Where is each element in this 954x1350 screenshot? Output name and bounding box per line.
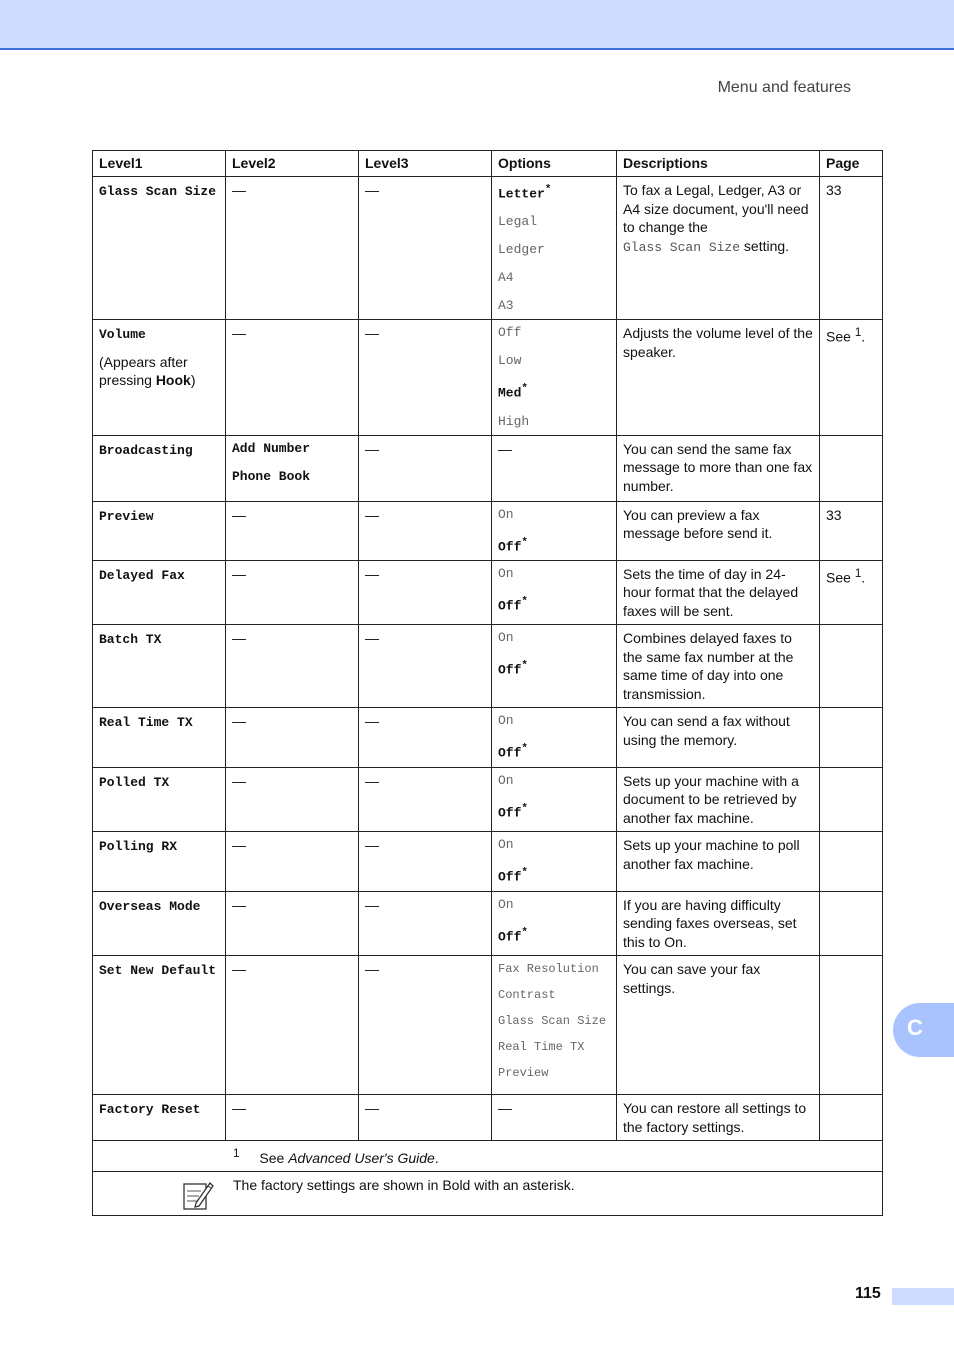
level3-empty: — xyxy=(359,625,492,708)
option-item: On xyxy=(498,565,514,581)
description: To fax a Legal, Ledger, A3 or A4 size document, you'll need to change the Glass Scan Size setting. xyxy=(617,177,820,320)
option-item: A4 xyxy=(498,270,514,286)
option-item: On xyxy=(498,506,514,522)
description: You can send a fax without using the memory. xyxy=(617,708,820,767)
level1-name: Factory Reset xyxy=(99,1102,201,1118)
level2-item: Phone Book xyxy=(232,469,311,485)
option-item: High xyxy=(498,413,530,429)
table-row xyxy=(93,320,883,435)
table-header-row xyxy=(93,151,883,177)
option-item: Off* xyxy=(498,802,528,821)
option-item: On xyxy=(498,713,514,729)
option-item: Off* xyxy=(498,867,528,885)
option-item: Off* xyxy=(498,660,528,678)
level1-name: Real Time TX xyxy=(99,715,193,731)
option-item: Preview xyxy=(498,1066,549,1081)
page-ref-empty xyxy=(820,708,883,767)
footnote-row xyxy=(93,1141,883,1172)
note-pencil-icon xyxy=(181,1178,215,1217)
page-ref: See $^1$. xyxy=(820,560,883,625)
table-row xyxy=(93,177,883,320)
level3-empty: — xyxy=(359,832,492,891)
description: You can send the same fax message to more than one fax number. xyxy=(617,435,820,501)
page-ref-empty xyxy=(820,435,883,501)
table-row xyxy=(93,1095,883,1141)
page-ref-empty xyxy=(820,1095,883,1141)
level1-name: Glass Scan Size xyxy=(99,184,217,199)
page-ref: See $^1$. xyxy=(820,320,883,435)
level3-empty: — xyxy=(359,767,492,832)
level2-empty: — xyxy=(226,560,359,625)
page-ref-empty xyxy=(820,956,883,1095)
level2-empty: — xyxy=(226,625,359,708)
option-item: Off* xyxy=(498,595,528,614)
page-ref-empty xyxy=(820,767,883,832)
options-empty: — xyxy=(492,435,617,501)
options-empty: — xyxy=(492,1095,617,1141)
level3-empty: — xyxy=(359,320,492,435)
option-item: Off* xyxy=(498,743,528,761)
description: If you are having difficulty sending faxes overseas, set this to On. xyxy=(617,891,820,956)
level1-name: Set New Default xyxy=(99,963,217,979)
option-item: Legal xyxy=(498,214,538,230)
description: You can save your fax settings. xyxy=(617,956,820,1095)
level3-empty: — xyxy=(359,1095,492,1141)
option-item: A3 xyxy=(498,298,514,314)
level2-empty: — xyxy=(226,708,359,767)
column-header: Level1 xyxy=(93,151,226,177)
level2-empty: — xyxy=(226,177,359,320)
table-row xyxy=(93,832,883,891)
level2-empty: — xyxy=(226,956,359,1095)
note-row xyxy=(93,1172,883,1216)
level3-empty: — xyxy=(359,501,492,560)
appendix-tab-letter: C xyxy=(907,1015,923,1040)
note-text: The factory settings are shown in Bold with an asterisk. xyxy=(233,1177,575,1194)
column-header: Level3 xyxy=(359,151,492,177)
page-ref: 33 xyxy=(820,177,883,320)
level2-empty: — xyxy=(226,891,359,956)
page-number-bar xyxy=(892,1288,954,1305)
level3-empty: — xyxy=(359,177,492,320)
table-row xyxy=(93,956,883,1095)
column-header: Page xyxy=(820,151,883,177)
description: Adjusts the volume level of the speaker. xyxy=(617,320,820,435)
description: Sets the time of day in 24-hour format that the delayed faxes will be sent. xyxy=(617,560,820,625)
option-item: On xyxy=(498,630,514,646)
top-header-band xyxy=(0,0,954,50)
level1-name: Batch TX xyxy=(99,632,162,648)
page-ref-empty xyxy=(820,625,883,708)
table-row xyxy=(93,708,883,767)
section-title: Menu and features xyxy=(717,79,851,96)
column-header: Level2 xyxy=(226,151,359,177)
level3-empty: — xyxy=(359,891,492,956)
level2-empty: — xyxy=(226,767,359,832)
option-item: Contrast xyxy=(498,988,556,1003)
table-row xyxy=(93,560,883,625)
page-number: 115 xyxy=(855,1285,881,1302)
option-item: Real Time TX xyxy=(498,1040,585,1055)
level1-note: (Appears after pressing Hook) xyxy=(99,353,196,389)
description: You can restore all settings to the factory settings. xyxy=(617,1095,820,1141)
level3-empty: — xyxy=(359,956,492,1095)
level1-name: Polled TX xyxy=(99,774,170,790)
option-item: Off xyxy=(498,325,522,341)
table-row xyxy=(93,435,883,501)
description: Sets up your machine with a document to be retrieved by another fax machine. xyxy=(617,767,820,832)
column-header: Descriptions xyxy=(617,151,820,177)
option-item: Off* xyxy=(498,536,528,554)
level2-empty: — xyxy=(226,501,359,560)
option-item: Fax Resolution xyxy=(498,962,599,977)
level1-name: Volume xyxy=(99,327,146,343)
table-row xyxy=(93,767,883,832)
level1-name: Delayed Fax xyxy=(99,567,185,583)
option-item: Letter* xyxy=(498,184,552,202)
level2-empty: — xyxy=(226,320,359,435)
level1-name: Overseas Mode xyxy=(99,898,201,914)
option-item: On xyxy=(498,772,514,788)
description: Combines delayed faxes to the same fax number at the same time of day into one transmission. xyxy=(617,625,820,708)
table-row xyxy=(93,501,883,560)
page-ref-empty xyxy=(820,891,883,956)
column-header: Options xyxy=(492,151,617,177)
level2-empty: — xyxy=(226,832,359,891)
level2-item: Add Number xyxy=(232,440,311,456)
description: Sets up your machine to poll another fax machine. xyxy=(617,832,820,891)
description: You can preview a fax message before send it. xyxy=(617,501,820,560)
page-ref: 33 xyxy=(820,501,883,560)
footnote-mark: 1 xyxy=(233,1147,240,1161)
level2-empty: — xyxy=(226,1095,359,1141)
option-item: Off* xyxy=(498,926,528,944)
level1-name: Polling RX xyxy=(99,839,178,855)
option-item: Glass Scan Size xyxy=(498,1014,607,1029)
level3-empty: — xyxy=(359,435,492,501)
level1-name: Preview xyxy=(99,508,154,524)
page-ref-empty xyxy=(820,832,883,891)
footnote-text: See Advanced User's Guide. xyxy=(259,1149,439,1166)
level1-name: Broadcasting xyxy=(99,442,193,458)
option-item: On xyxy=(498,837,514,853)
option-item: On xyxy=(498,896,514,912)
option-item: Ledger xyxy=(498,242,545,258)
table-row xyxy=(93,625,883,708)
menu-table xyxy=(92,150,883,1216)
option-item: Med* xyxy=(498,383,528,401)
table-row xyxy=(93,891,883,956)
option-item: Low xyxy=(498,353,522,369)
level3-empty: — xyxy=(359,708,492,767)
level3-empty: — xyxy=(359,560,492,625)
appendix-tab xyxy=(893,1003,954,1057)
